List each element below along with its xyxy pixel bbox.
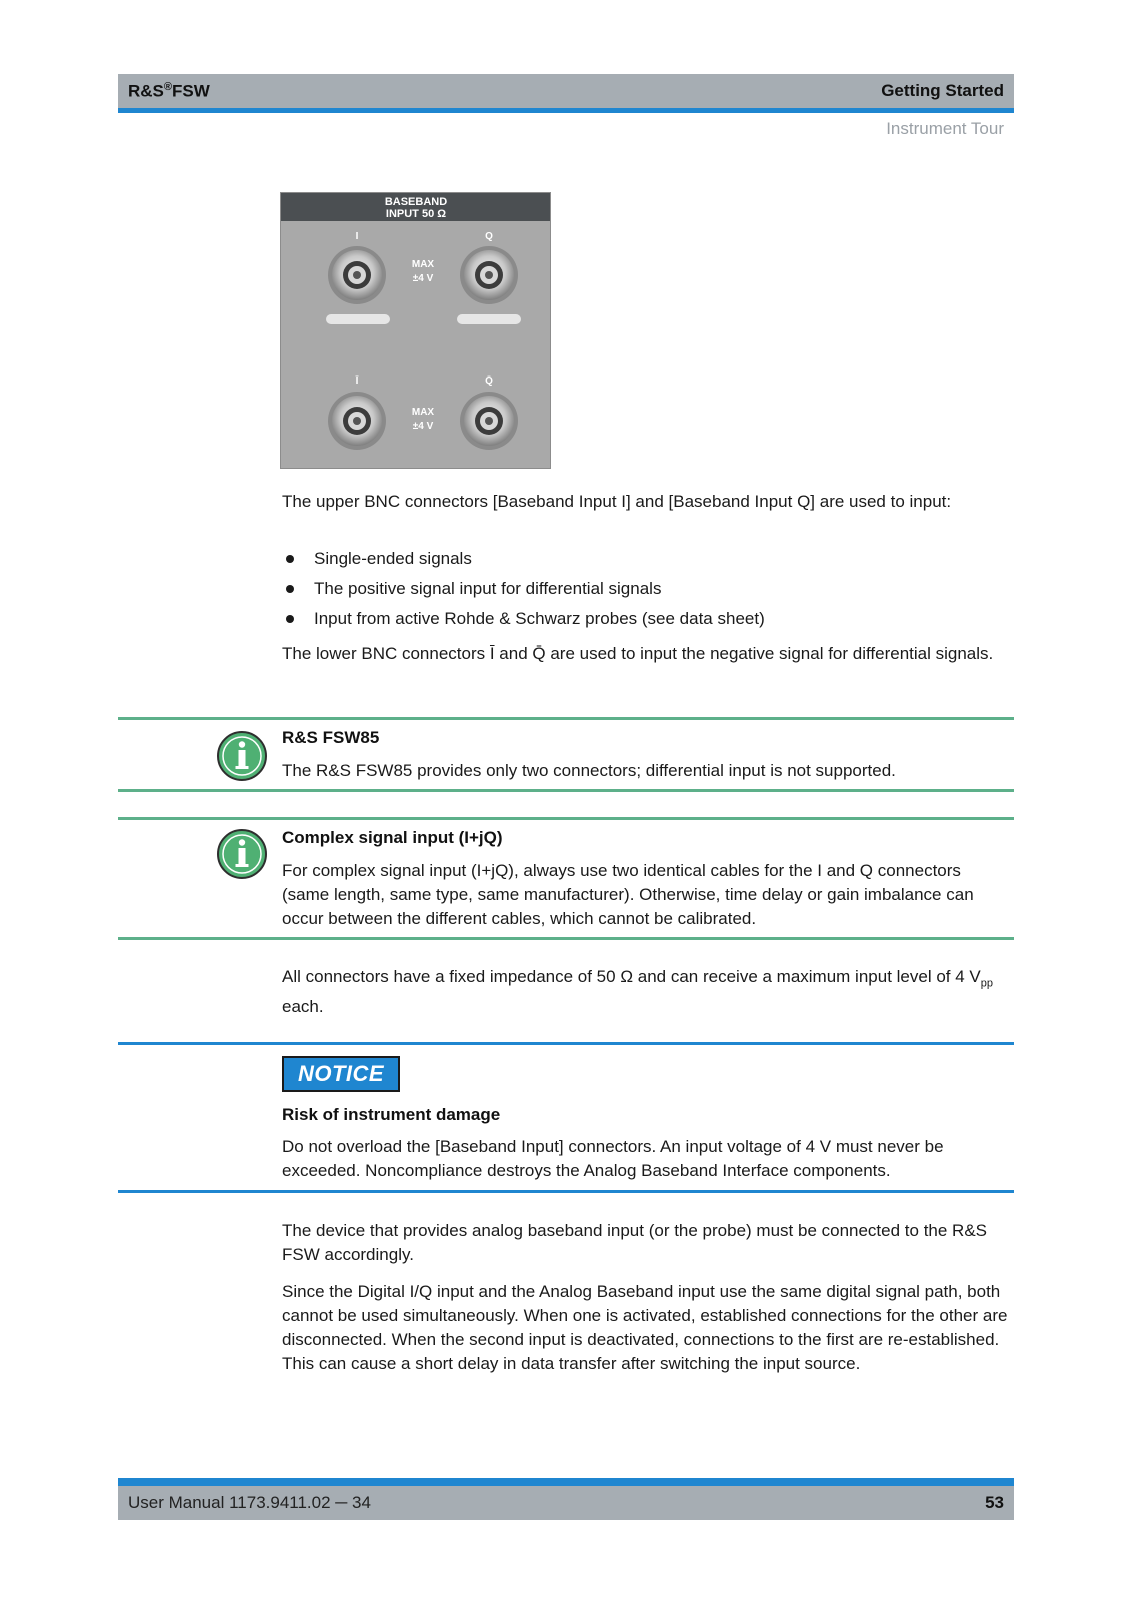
device-paragraph: The device that provides analog baseband input (or the probe) must be connected to the R&S FSW accordingly. xyxy=(282,1221,988,1264)
panel-label-q-bar: Q̄ xyxy=(485,376,493,387)
header-product: R&S®FSW xyxy=(128,81,210,101)
note-bottom-rule xyxy=(118,937,1014,940)
panel-max-label-bottom: MAX xyxy=(411,407,435,418)
panel-max-label-top: MAX xyxy=(411,259,435,270)
input-type-list xyxy=(282,547,1012,637)
note-bottom-rule xyxy=(118,789,1014,792)
intro-paragraph: The upper BNC connectors [Baseband Input I] and [Baseband Input Q] are used to input: xyxy=(282,492,952,511)
info-icon xyxy=(216,828,268,880)
info-icon xyxy=(216,730,268,782)
note-title: R&S FSW85 xyxy=(282,728,380,747)
note-top-rule xyxy=(118,817,1014,820)
note-text: For complex signal input (I+jQ), always use two identical cables for the I and Q connectors (same length, same type, same manufacturer). Otherwise, time delay or gain imbalance can occur between the different cables, which cannot be calibrated. xyxy=(282,861,974,928)
notice-top-rule xyxy=(118,1042,1014,1045)
impedance-paragraph: All connectors have a fixed impedance of 50 Ω and can receive a maximum input level of 4 $V_{pp}$ each. xyxy=(282,967,994,1017)
note-title: Complex signal input (I+jQ) xyxy=(282,828,503,847)
header-chapter: Getting Started xyxy=(881,81,1004,100)
bnc-connector-q-bar xyxy=(460,392,518,450)
header-section: Instrument Tour xyxy=(886,119,1004,138)
bnc-connector-i-bar xyxy=(328,392,386,450)
list-item: Single-ended signals xyxy=(282,547,1012,577)
note-top-rule xyxy=(118,717,1014,720)
list-item: The positive signal input for differential signals xyxy=(282,577,1012,607)
bnc-connector-q xyxy=(460,246,518,304)
panel-label-i-bar: Ī xyxy=(355,376,359,387)
notice-text: Do not overload the [Baseband Input] connectors. An input voltage of 4 V must never be exceeded. Noncompliance destroys the Analog Baseband Interface components. xyxy=(282,1137,944,1180)
header-accent-line xyxy=(118,108,1014,113)
digital-paragraph: Since the Digital I/Q input and the Analog Baseband input use the same digital signal path, both cannot be used simultaneously. When one is activated, established connections for the other are disconnected. When the second input is deactivated, connections to the first are re-established. This can cause a short delay in data transfer after switching the input source. xyxy=(282,1282,1008,1373)
lower-connectors-paragraph: The lower BNC connectors Ī and Q̄ are used to input the negative signal for differential signals. xyxy=(282,644,994,663)
page-number: 53 xyxy=(985,1493,1004,1512)
bnc-connector-i xyxy=(328,246,386,304)
panel-title-line1: BASEBAND xyxy=(384,196,448,208)
panel-label-q: Q xyxy=(485,231,493,242)
notice-title: Risk of instrument damage xyxy=(282,1105,501,1124)
label-slot-i xyxy=(326,314,390,324)
list-item: Input from active Rohde & Schwarz probes (see data sheet) xyxy=(282,607,1012,637)
notice-bottom-rule xyxy=(118,1190,1014,1193)
footer-accent-line xyxy=(118,1478,1014,1486)
footer-manual-id: User Manual 1173.9411.02 ─ 34 xyxy=(128,1493,371,1512)
notice-badge: NOTICE xyxy=(282,1056,400,1092)
panel-max-value-top: ±4 V xyxy=(412,273,434,284)
baseband-panel-figure xyxy=(280,192,551,469)
panel-label-i: I xyxy=(355,231,359,242)
header-bar xyxy=(118,74,1014,108)
note-text: The R&S FSW85 provides only two connectors; differential input is not supported. xyxy=(282,761,896,780)
label-slot-q xyxy=(457,314,521,324)
panel-max-value-bottom: ±4 V xyxy=(412,421,434,432)
panel-title-line2: INPUT 50 Ω xyxy=(385,208,447,220)
